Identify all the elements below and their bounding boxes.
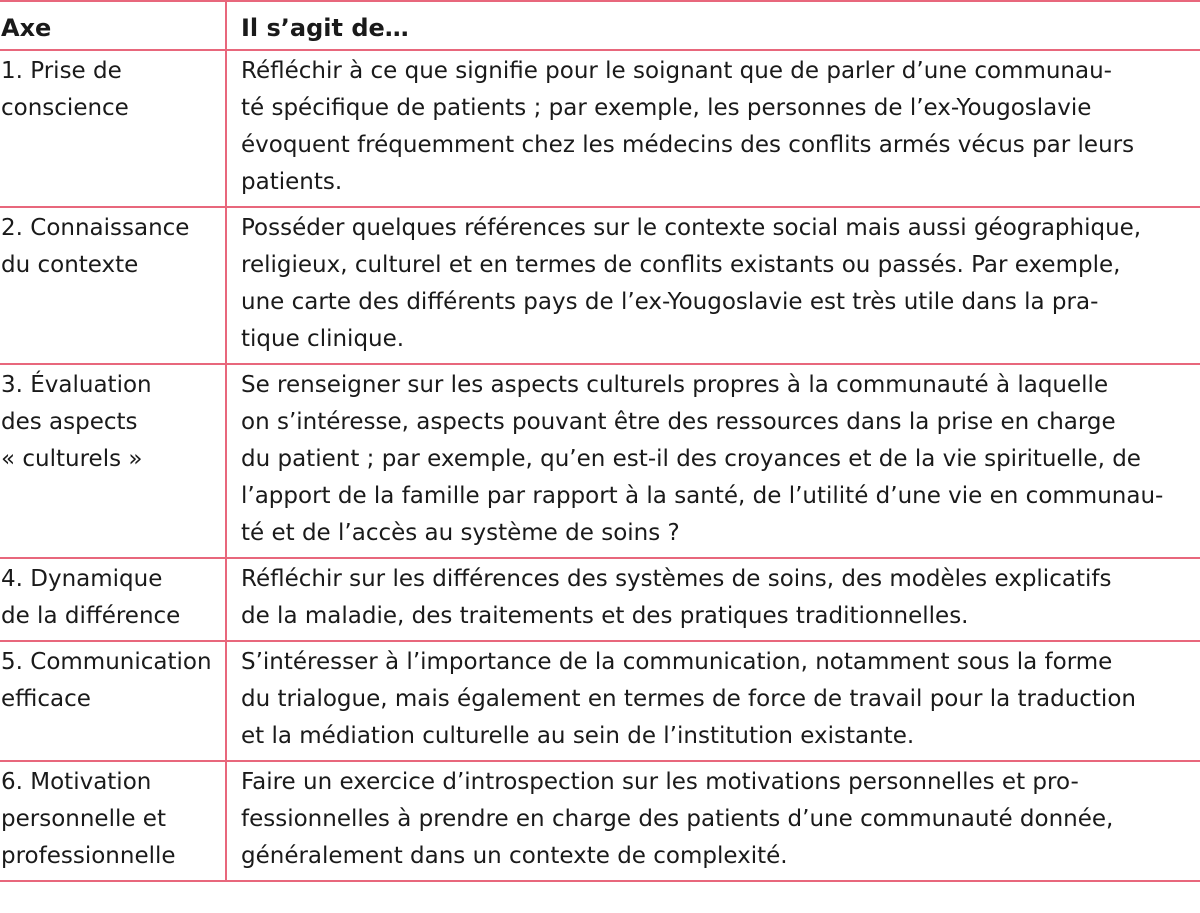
axe-line: 3. Évaluation (1, 372, 152, 398)
axe-line: 6. Motivation (1, 769, 152, 795)
description-line: S’intéresser à l’importance de la communication, notamment sous la forme (241, 649, 1113, 675)
axe-line: efficace (1, 686, 91, 712)
axe-line: « culturels » (1, 446, 143, 472)
axe-line: professionnelle (1, 843, 176, 869)
description-line: Réfléchir sur les différences des systèmes de soins, des modèles explicatifs (241, 566, 1112, 592)
description-line: on s’intéresse, aspects pouvant être des ressources dans la prise en charge (241, 409, 1116, 435)
axe-cell (0, 364, 226, 558)
description-line: Réfléchir à ce que signifie pour le soignant que de parler d’une communau- (241, 58, 1112, 84)
description-line: et la médiation culturelle au sein de l’institution existante. (241, 723, 915, 749)
description-line: té et de l’accès au système de soins ? (241, 520, 680, 546)
description-line: une carte des différents pays de l’ex-Yougoslavie est très utile dans la pra- (241, 289, 1099, 315)
axe-cell (0, 761, 226, 881)
axe-cell (0, 558, 226, 641)
table-row (0, 641, 1200, 761)
description-line: té spécifique de patients ; par exemple, les personnes de l’ex-Yougoslavie (241, 95, 1092, 121)
axe-line: 4. Dynamique (1, 566, 163, 592)
description-line: tique clinique. (241, 326, 405, 352)
description-line: généralement dans un contexte de complexité. (241, 843, 788, 869)
axe-line: 5. Communication (1, 649, 212, 675)
description-line: fessionnelles à prendre en charge des patients d’une communauté donnée, (241, 806, 1114, 832)
description-line: l’apport de la famille par rapport à la santé, de l’utilité d’une vie en communau- (241, 483, 1164, 509)
description-cell (226, 207, 1200, 364)
description-line: du trialogue, mais également en termes de force de travail pour la traduction (241, 686, 1136, 712)
table-body (0, 50, 1200, 881)
axe-line: 1. Prise de (1, 58, 122, 84)
description-line: Se renseigner sur les aspects culturels propres à la communauté à laquelle (241, 372, 1109, 398)
table-row (0, 558, 1200, 641)
description-line: Faire un exercice d’introspection sur les motivations personnelles et pro- (241, 769, 1079, 795)
table-row (0, 364, 1200, 558)
description-line: Posséder quelques références sur le contexte social mais aussi géographique, (241, 215, 1142, 241)
axe-line: conscience (1, 95, 129, 121)
axe-line: de la différence (1, 603, 181, 629)
header-axe: Axe (0, 1, 226, 50)
axe-line: des aspects (1, 409, 138, 435)
axe-line: du contexte (1, 252, 139, 278)
header-row (0, 1, 1200, 50)
axe-line: 2. Connaissance (1, 215, 190, 241)
description-line: de la maladie, des traitements et des pratiques traditionnelles. (241, 603, 969, 629)
description-cell (226, 641, 1200, 761)
axe-line: personnelle et (1, 806, 166, 832)
axe-cell (0, 207, 226, 364)
table-row (0, 761, 1200, 881)
description-cell (226, 761, 1200, 881)
axe-cell (0, 641, 226, 761)
description-cell (226, 50, 1200, 207)
table-row (0, 50, 1200, 207)
description-line: évoquent fréquemment chez les médecins des conflits armés vécus par leurs (241, 132, 1135, 158)
description-cell (226, 558, 1200, 641)
table-header (0, 1, 1200, 50)
table-row (0, 207, 1200, 364)
header-description: Il s’agit de… (226, 1, 1200, 50)
description-cell (226, 364, 1200, 558)
description-line: patients. (241, 169, 343, 195)
description-line: du patient ; par exemple, qu’en est-il des croyances et de la vie spirituelle, de (241, 446, 1141, 472)
axe-cell (0, 50, 226, 207)
description-line: religieux, culturel et en termes de conflits existants ou passés. Par exemple, (241, 252, 1121, 278)
